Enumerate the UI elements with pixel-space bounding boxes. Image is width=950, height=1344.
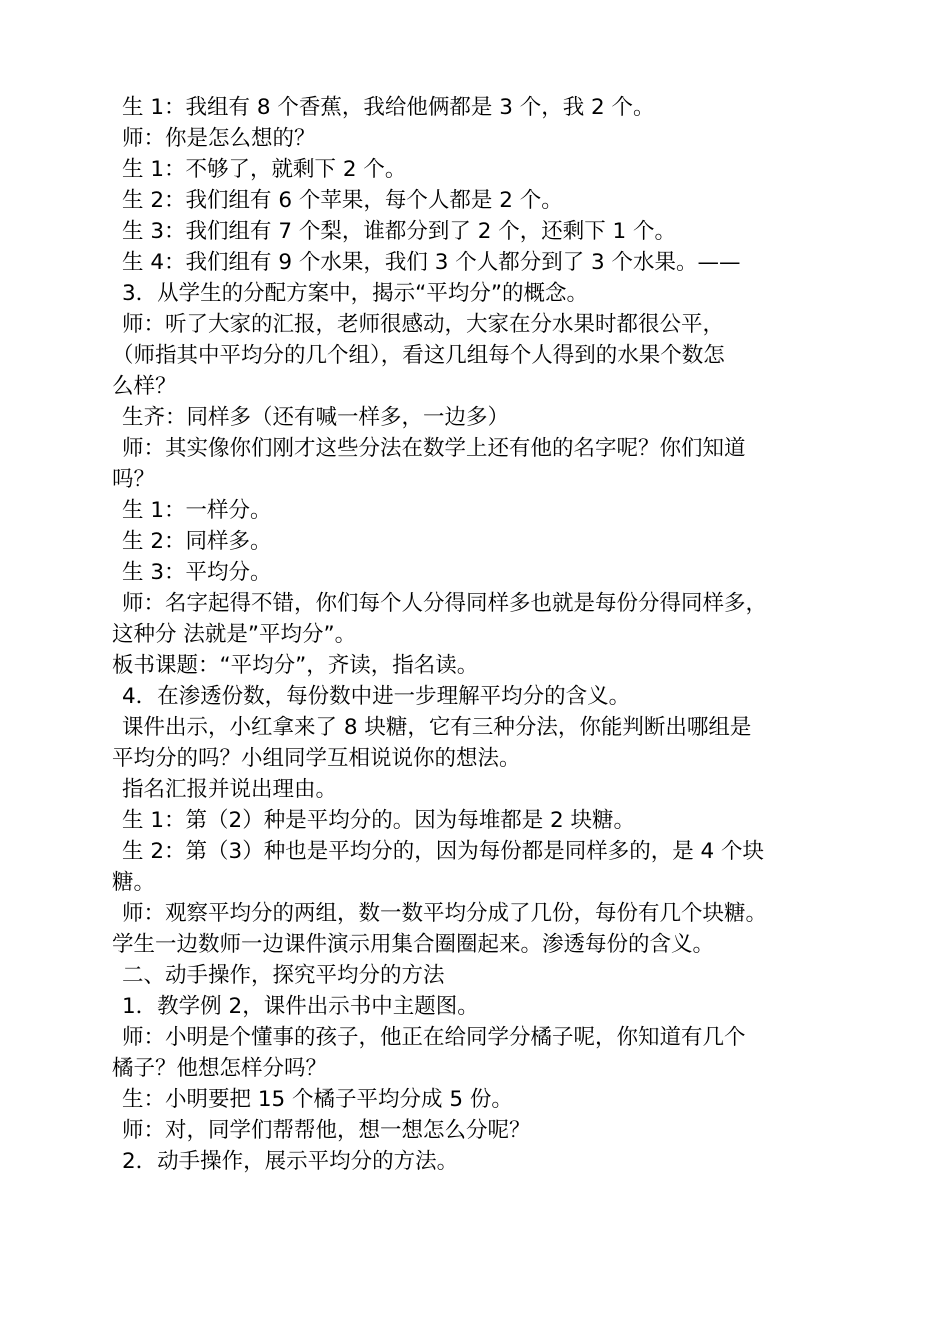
text-line: 生 2：第（3）种也是平均分的，因为每份都是同样多的，是 4 个块 xyxy=(122,839,765,864)
text-line: 橘子？他想怎样分吗？ xyxy=(112,1056,328,1081)
text-line: 生 1：第（2）种是平均分的。因为每堆都是 2 块糖。 xyxy=(122,808,636,833)
text-line: 生 2：同样多。 xyxy=(122,529,272,554)
text-line: （师指其中平均分的几个组），看这几组每个人得到的水果个数怎 xyxy=(112,343,725,368)
text-line: 3．从学生的分配方案中，揭示“平均分”的概念。 xyxy=(122,281,588,306)
text-line: 板书课题：“平均分”，齐读，指名读。 xyxy=(112,653,479,678)
text-line: 指名汇报并说出理由。 xyxy=(122,777,338,802)
document-page xyxy=(112,92,834,1177)
text-line: 生齐：同样多（还有喊一样多，一边多） xyxy=(122,405,510,430)
text-line: 师：观察平均分的两组，数一数平均分成了几份，每份有几个块糖。 xyxy=(122,901,768,926)
text-line: 师：你是怎么想的？ xyxy=(122,126,316,151)
text-line: 师：小明是个懂事的孩子，他正在给同学分橘子呢，你知道有几个 xyxy=(122,1025,746,1050)
text-line: 么样？ xyxy=(112,374,177,399)
text-line: 师：其实像你们刚才这些分法在数学上还有他的名字呢？你们知道 xyxy=(122,436,746,461)
text-line: 生 3：我们组有 7 个梨，谁都分到了 2 个，还剩下 1 个。 xyxy=(122,219,677,244)
text-line: 这种分 法就是”平均分”。 xyxy=(112,622,357,647)
text-line: 生 4：我们组有 9 个水果，我们 3 个人都分到了 3 个水果。—— xyxy=(122,250,741,275)
text-line: 生 2：我们组有 6 个苹果，每个人都是 2 个。 xyxy=(122,188,563,213)
text-line: 生 1：一样分。 xyxy=(122,498,272,523)
text-line: 1．教学例 2，课件出示书中主题图。 xyxy=(122,994,479,1019)
text-line: 吗？ xyxy=(112,467,156,492)
text-line: 师：对，同学们帮帮他，想一想怎么分呢？ xyxy=(122,1118,531,1143)
text-line: 学生一边数师一边课件演示用集合圈圈起来。渗透每份的含义。 xyxy=(112,932,715,957)
text-line: 生 3：平均分。 xyxy=(122,560,272,585)
text-line: 师：名字起得不错，你们每个人分得同样多也就是每份分得同样多， xyxy=(122,591,768,616)
text-line: 生 1：我组有 8 个香蕉，我给他俩都是 3 个，我 2 个。 xyxy=(122,95,655,120)
text-line: 课件出示，小红拿来了 8 块糖，它有三种分法，你能判断出哪组是 xyxy=(122,715,752,740)
text-line: 4．在渗透份数，每份数中进一步理解平均分的含义。 xyxy=(122,684,631,709)
text-line: 师：听了大家的汇报，老师很感动，大家在分水果时都很公平， xyxy=(122,312,725,337)
text-line: 糖。 xyxy=(112,870,156,895)
text-line: 生 1：不够了，就剩下 2 个。 xyxy=(122,157,407,182)
text-line: 二、动手操作，探究平均分的方法 xyxy=(122,963,445,988)
text-line: 2．动手操作，展示平均分的方法。 xyxy=(122,1149,459,1174)
text-line: 生：小明要把 15 个橘子平均分成 5 份。 xyxy=(122,1087,513,1112)
text-line: 平均分的吗？小组同学互相说说你的想法。 xyxy=(112,746,521,771)
